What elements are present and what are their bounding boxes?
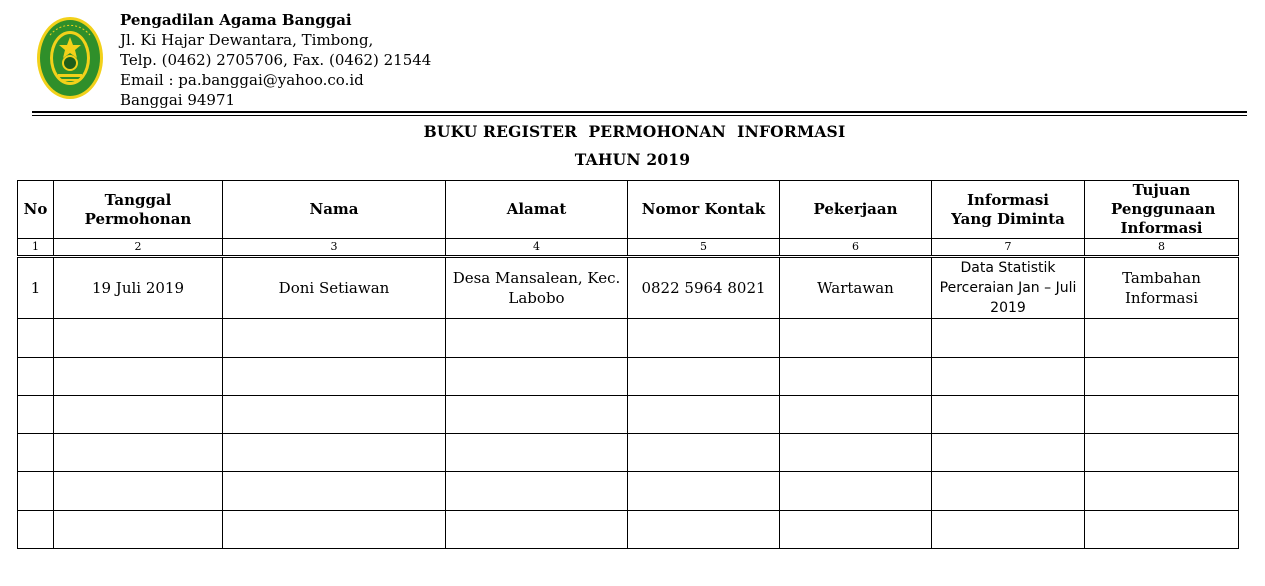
- col-header-pekerjaan: Pekerjaan: [780, 181, 932, 239]
- table-header-row: [18, 181, 1239, 239]
- cell-tujuan: [1085, 357, 1239, 395]
- col-header-no: No: [18, 181, 54, 239]
- org-email: Email : pa.banggai@yahoo.co.id: [120, 71, 364, 89]
- cell-pekerjaan: [780, 472, 932, 510]
- cell-informasi: [932, 395, 1085, 433]
- cell-kontak: [628, 510, 780, 548]
- cell-tanggal: [54, 357, 223, 395]
- cell-informasi: [932, 510, 1085, 548]
- cell-nama: [223, 434, 446, 472]
- cell-no: [18, 357, 54, 395]
- table-row: [18, 472, 1239, 510]
- cell-tanggal: [54, 472, 223, 510]
- cell-no: [18, 395, 54, 433]
- table-index-row: [18, 239, 1239, 257]
- cell-no: [18, 510, 54, 548]
- cell-alamat: [446, 510, 628, 548]
- cell-pekerjaan: [780, 434, 932, 472]
- cell-informasi: [932, 357, 1085, 395]
- cell-nama: [223, 319, 446, 357]
- table-row: [18, 395, 1239, 433]
- cell-no: [18, 319, 54, 357]
- cell-tujuan: [1085, 395, 1239, 433]
- col-index: 3: [223, 239, 446, 257]
- col-header-alamat: Alamat: [446, 181, 628, 239]
- cell-no: [18, 434, 54, 472]
- cell-tanggal: [54, 510, 223, 548]
- cell-kontak: [628, 319, 780, 357]
- cell-informasi: [932, 472, 1085, 510]
- cell-tujuan: Tambahan Informasi: [1085, 257, 1239, 319]
- cell-alamat: [446, 319, 628, 357]
- cell-tanggal: [54, 319, 223, 357]
- org-city: Banggai 94971: [120, 91, 236, 109]
- cell-tujuan: [1085, 319, 1239, 357]
- cell-pekerjaan: [780, 319, 932, 357]
- col-header-nama: Nama: [223, 181, 446, 239]
- logo-center: [63, 56, 77, 70]
- cell-informasi: [932, 319, 1085, 357]
- col-index: 7: [932, 239, 1085, 257]
- col-header-informasi: Informasi Yang Diminta: [932, 181, 1085, 239]
- cell-informasi: Data Statistik Perceraian Jan – Juli 2019: [932, 257, 1085, 319]
- cell-nama: [223, 357, 446, 395]
- table-row: [18, 510, 1239, 548]
- col-index: 4: [446, 239, 628, 257]
- cell-alamat: Desa Mansalean, Kec. Labobo: [446, 257, 628, 319]
- cell-tanggal: [54, 395, 223, 433]
- cell-alamat: [446, 357, 628, 395]
- table-row: [18, 257, 1239, 319]
- cell-tanggal: [54, 434, 223, 472]
- cell-nama: [223, 472, 446, 510]
- org-address: Jl. Ki Hajar Dewantara, Timbong,: [120, 31, 374, 49]
- cell-nama: [223, 395, 446, 433]
- cell-alamat: [446, 395, 628, 433]
- cell-tanggal: 19 Juli 2019: [54, 257, 223, 319]
- letterhead-divider-thin: [32, 115, 1247, 116]
- letterhead: [120, 10, 431, 110]
- cell-kontak: [628, 472, 780, 510]
- col-index: 6: [780, 239, 932, 257]
- table-row: [18, 434, 1239, 472]
- cell-no: [18, 472, 54, 510]
- col-header-kontak: Nomor Kontak: [628, 181, 780, 239]
- cell-nama: [223, 510, 446, 548]
- col-index: 5: [628, 239, 780, 257]
- cell-pekerjaan: [780, 395, 932, 433]
- register-table: [17, 180, 1239, 549]
- cell-tujuan: [1085, 472, 1239, 510]
- document-year: TAHUN 2019: [574, 150, 691, 169]
- cell-pekerjaan: [780, 510, 932, 548]
- cell-tujuan: [1085, 510, 1239, 548]
- cell-alamat: [446, 434, 628, 472]
- col-index: 2: [54, 239, 223, 257]
- cell-kontak: [628, 395, 780, 433]
- org-phone: Telp. (0462) 2705706, Fax. (0462) 21544: [120, 51, 432, 69]
- cell-kontak: [628, 357, 780, 395]
- org-name: Pengadilan Agama Banggai: [120, 11, 352, 29]
- table-row: [18, 319, 1239, 357]
- col-index: 1: [18, 239, 54, 257]
- cell-kontak: [628, 434, 780, 472]
- letterhead-divider-thick: [32, 111, 1247, 113]
- col-index: 8: [1085, 239, 1239, 257]
- col-header-tanggal: Tanggal Permohonan: [54, 181, 223, 239]
- cell-nama: Doni Setiawan: [223, 257, 446, 319]
- cell-kontak: 0822 5964 8021: [628, 257, 780, 319]
- cell-pekerjaan: [780, 357, 932, 395]
- cell-pekerjaan: Wartawan: [780, 257, 932, 319]
- court-logo: [36, 15, 104, 101]
- cell-alamat: [446, 472, 628, 510]
- col-header-tujuan: Tujuan Penggunaan Informasi: [1085, 181, 1239, 239]
- document-title: BUKU REGISTER PERMOHONAN INFORMASI: [423, 122, 846, 141]
- cell-informasi: [932, 434, 1085, 472]
- table-row: [18, 357, 1239, 395]
- cell-no: 1: [18, 257, 54, 319]
- cell-tujuan: [1085, 434, 1239, 472]
